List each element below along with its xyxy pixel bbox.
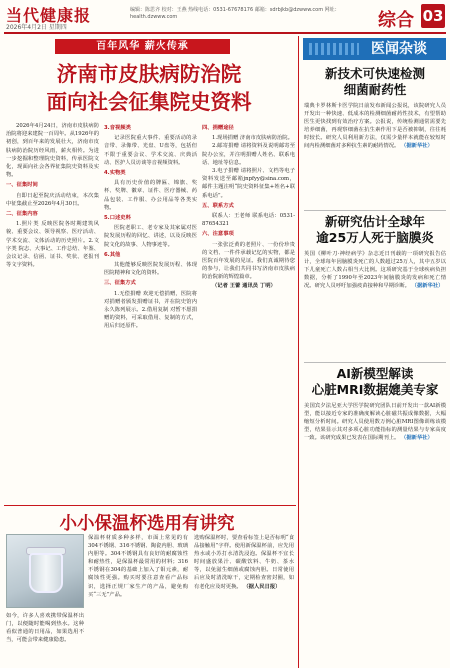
paragraph: 联系人：王老师 联系电话：0531-87654321 (202, 213, 295, 228)
sidebar-article-2-title (304, 214, 446, 246)
article-column-3 (202, 122, 295, 502)
paragraph: 具有历史价值的牌匾、锦旗、奖杯、奖牌、徽章、证件、医疗器械、药品包装、工作服、办公用品等各类实物。 (104, 180, 197, 211)
paragraph: 选购保温杯时，要查看标签上是否标明“食品接触用”字样。使用新保温杯前，应先用热水或小苏打水清洗浸泡。保温杯不宜长时间盛放果汁、碳酸饮料、牛奶、茶水等，以免滋生细菌或腐蚀内胆。日常使用后应及时清洗晾干，定期检查密封圈，如有老化应及时更换。 (194, 535, 294, 590)
bottom-column-3 (194, 534, 294, 668)
paragraph: 一张张泛黄的老照片、一份份珍贵的文档、一件件承载记忆的实物，都是医院百年发展的见证。我们真诚期待您的参与，让我们共同书写济南市皮肤病防治院新的辉煌篇章。 (202, 241, 295, 281)
paragraph: 1.无偿捐赠 欢迎无偿捐赠，医院将对捐赠者颁发捐赠证书，并在院史馆内永久陈列展示。2.借用复制 对暂不愿捐赠的资料，可采取借用、复制的方式，用后归还原件。 (104, 290, 197, 330)
subheading: 一、征集时间 (6, 182, 38, 189)
subheading: 二、征集内容 (6, 211, 38, 218)
title-line: AI新模型解读 (336, 366, 414, 381)
page-number: 03 (421, 4, 445, 28)
bottom-headline: 小小保温杯选用有讲究 (59, 514, 235, 534)
source-credit: （据新华社） (401, 143, 433, 150)
paragraph: 记录医院重大事件、重要活动的录音带、录像带、光盘、U盘等，包括但不限于重要会议、学术交流、庆典活动、医护人员访谈等音视频资料。 (104, 135, 197, 166)
title-line: 心脏MRI数据媲美专家 (311, 382, 439, 397)
editor-contact: 编辑：陈思齐 校对：王燕 热线电话：0531-67678176 邮箱：sdrbjkb@dzwww.com 网址：health.dzwww.com (130, 7, 340, 20)
sidebar-article-1-body (304, 102, 446, 206)
masthead-rule (4, 32, 446, 34)
source-credit: （据新华社） (411, 283, 444, 290)
subheading: 四、捐赠途径 (202, 125, 234, 131)
sidebar-divider (304, 210, 446, 211)
sidebar-article-3-title (304, 366, 446, 398)
sidebar-article-1-title (304, 66, 446, 98)
column-divider (298, 36, 299, 668)
paragraph: 其他能够反映医院发展历程、体现医院精神和文化的资料。 (104, 262, 197, 277)
source-credit: （据新华社） (401, 435, 433, 442)
source-credit: （据人民日报） (243, 583, 281, 590)
sidebar-article-2-body (304, 250, 446, 358)
paragraph: 瑞典卡罗林斯卡医学院日前发布新闻公报说，该院研究人员开发出一种快速、低成本的检测细菌耐药性技术，有望帮助医生更快找到有效治疗方案。公报说，传统检测通常需要先培养细菌，再观察细菌在抗生素作用下是否被抑制，往往耗时较长。研究人员利用新方法，仅需少量样本就能在较短时间内检测细菌对多种抗生素的耐药情况。 (304, 103, 446, 150)
title-line: 新研究估计全球年 (324, 214, 425, 229)
title-line: 新技术可快速检测 (324, 66, 425, 81)
article-column-2 (104, 122, 197, 502)
paragraph: 1.照片类 反映医院各时期建筑风貌、重要会议、领导视察、医疗活动、学术交流、文体活动的历史照片。2.文字类 院志、大事记、工作总结、年鉴、会议记录、信函、证书、奖状、老报刊等文字资料。 (6, 221, 99, 269)
paragraph: 1.现场捐赠 济南市皮肤病防治院。 (212, 135, 293, 142)
subheading: 六、注意事项 (202, 231, 234, 238)
main-headline (8, 60, 290, 116)
newspaper-name: 当代健康报 (6, 6, 92, 25)
article-kicker: 百年风华 薪火传承 (55, 39, 230, 54)
sidebar-banner (303, 38, 446, 60)
subheading: 5.口述史料 (104, 215, 131, 222)
sidebar-article-3-body (304, 402, 446, 664)
paragraph: 2.邮寄捐赠 请将资料及说明邮寄至院办公室，并注明捐赠人姓名、联系电话、地址等信息。 (202, 143, 295, 166)
section-name: 综合 (378, 10, 414, 31)
paragraph: 英国《柳叶刀·神经病学》杂志近日刊载的一项研究报告估计，全球每年因脑膜炎死亡的人数超过25万人，其中五岁以下儿童死亡人数占相当大比例。这项研究基于全球疾病负担数据，分析了1990年至2023年间脑膜炎的发病和死亡情况。研究人员呼吁加强疫苗接种和早期诊断。 (304, 251, 446, 290)
title-line: 逾25万人死于脑膜炎 (316, 230, 434, 245)
subheading: 五、联系方式 (202, 202, 234, 209)
thermos-cup-shape (29, 553, 63, 593)
bottom-column-1: 如今，许多人喜欢携带保温杯出门，以便随时能喝到热水。这种看似普通的日用品，如果选用不当，可能会带来健康隐患。 (6, 613, 84, 644)
subheading: 4.实物类 (104, 170, 126, 177)
thermos-photo (6, 534, 84, 608)
bottom-column-2: 保温杯材质多种多样，市面上常见的有304不锈钢、316不锈钢、陶瓷内胆、玻璃内胆等。304不锈钢具有良好的耐腐蚀性和耐热性，是保温杯最常用的材料；316不锈钢在304的基础上加入了钼元素，耐腐蚀性更强。购买时要注意查看产品标识，选择正规厂家生产的产品，避免购买“三无”产品。 (88, 535, 188, 598)
masthead (0, 0, 450, 34)
paragraph: 美国宾夕法尼亚大学医学院研究团队日前开发出一款AI新模型，能以接近专家的准确度解读心脏磁共振成像数据，大幅缩短分析时间。研究人员使用数万例心脏MRI图像训练该模型，结果显示其对多项心脏功能指标的测量结果与专家高度一致。该研究成果已发表在国际期刊上。 (304, 403, 446, 442)
article-column-1 (6, 122, 99, 502)
section-divider (4, 505, 296, 506)
paragraph: 医院老职工、老专家及其家属对医院发展历程的回忆、讲述，以及反映医院文化的故事、人物事迹等。 (104, 225, 197, 248)
issue-date: 2026年4月2日 星期四 (6, 24, 67, 31)
headline-line-2: 面向社会征集院史资料 (46, 90, 252, 114)
subheading: 3.音视频类 (104, 125, 131, 131)
sidebar-banner-title: 医闻杂谈 (371, 41, 427, 57)
sidebar-divider (304, 362, 446, 363)
title-line: 细菌耐药性 (343, 82, 407, 97)
subheading: 三、征集方式 (104, 280, 136, 287)
byline: （记者 王蕾 通讯员 丁明） (212, 282, 276, 289)
paragraph: 3.电子捐赠 请将照片、文档等电子资料发送至邮箱jnpfyy@sina.com，邮件主题注明“院史资料征集+姓名+联系电话”。 (202, 168, 295, 199)
paragraph: 2026年4月24日，济南市皮肤病防治院将迎来建院一百周年。从1926年的初创，到百年来的发展壮大，济南市皮肤病防治院历经风雨，薪火相传。为进一步挖掘和整理院史资料，传承医院文化，现面向社会各界征集院史资料及实物。 (6, 123, 99, 179)
subheading: 6.其他 (104, 251, 121, 258)
paragraph: 自即日起至院庆活动结束，本次集中征集截止至2026年4月30日。 (6, 192, 99, 207)
headline-line-1: 济南市皮肤病防治院 (56, 62, 242, 86)
banner-stripe-decoration (309, 43, 359, 55)
